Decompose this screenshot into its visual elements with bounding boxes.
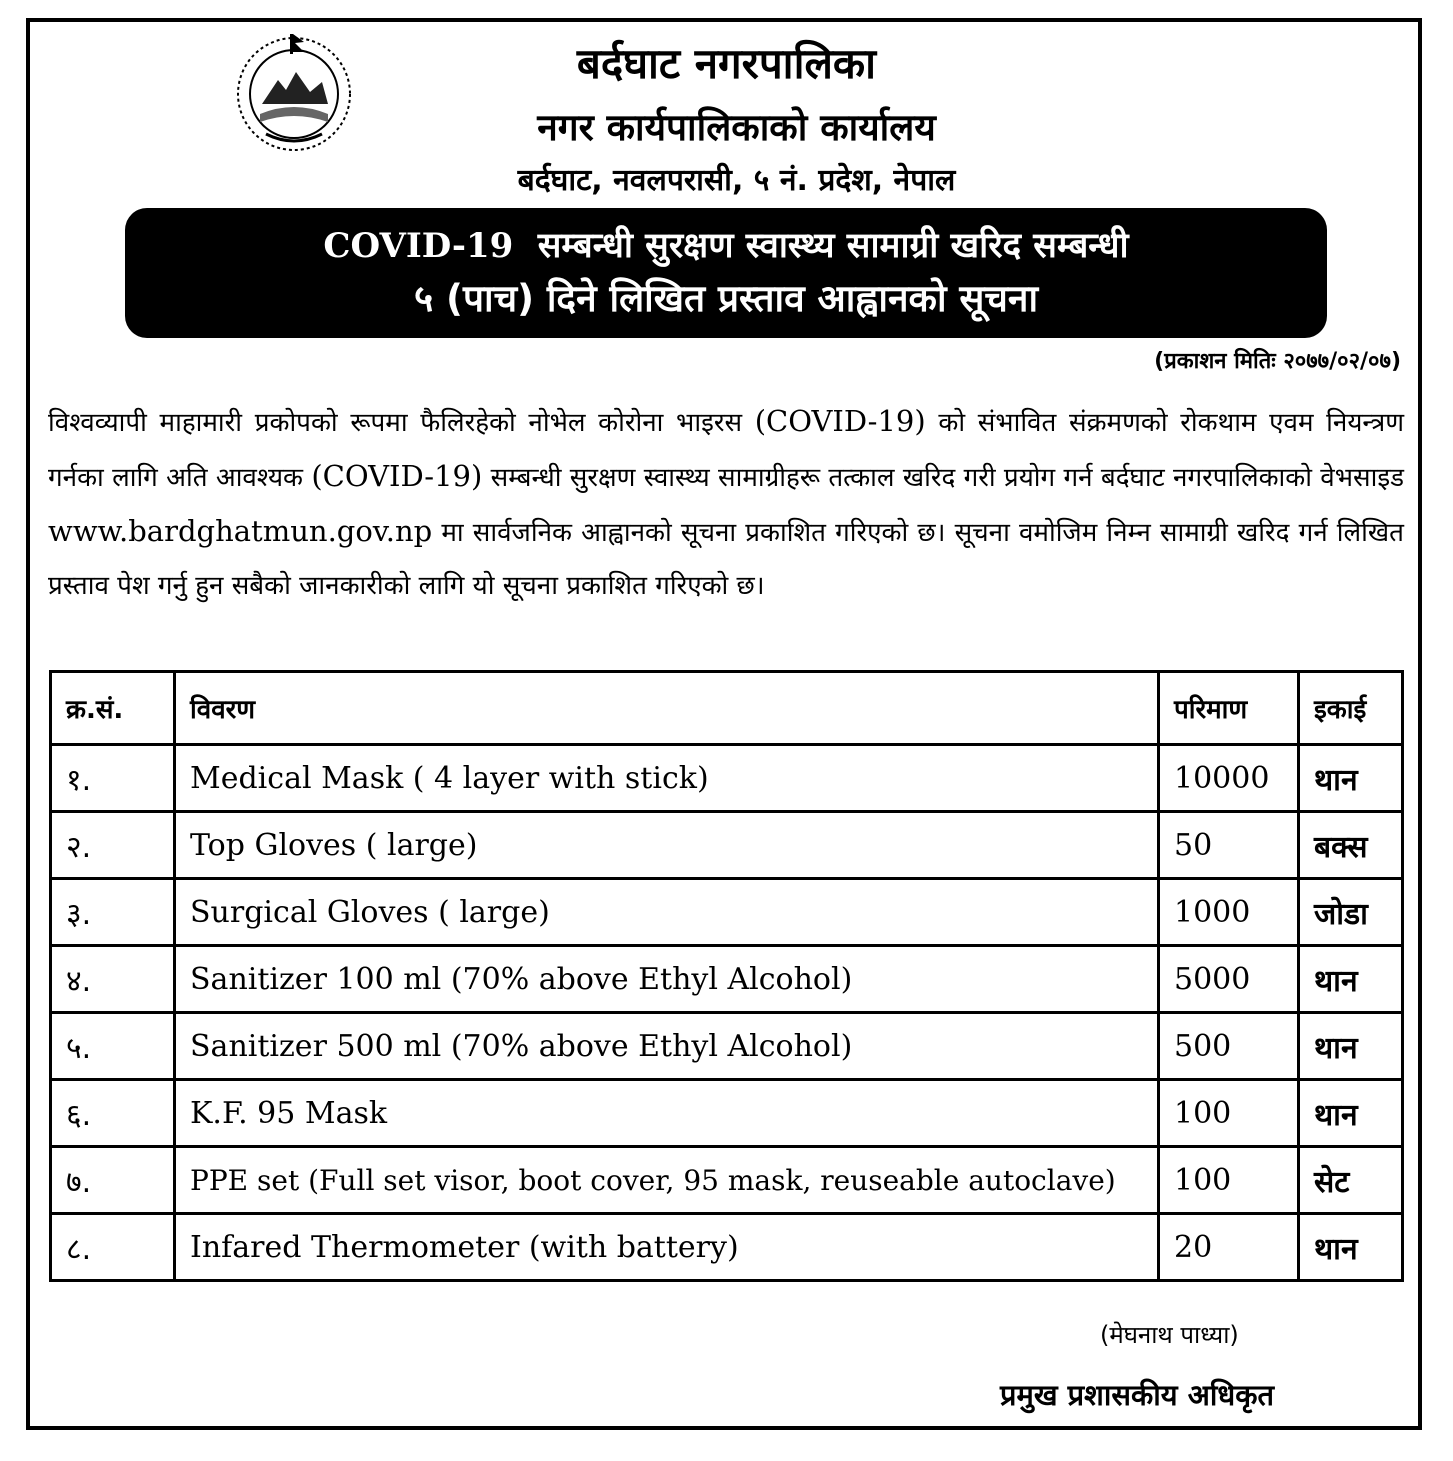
org-name: बर्दघाट नगरपालिका (576, 39, 877, 88)
row-sn: ४. (51, 946, 175, 1013)
notice-covid-1: (COVID-19) (754, 404, 926, 438)
publication-date: (प्रकाशन मितिः २०७७/०२/०७) (1154, 349, 1401, 374)
header-unit: इकाई (1299, 672, 1403, 745)
table-row (51, 812, 1403, 879)
notice-text-3: सम्बन्धी सुरक्षण स्वास्थ्य सामाग्रीहरू तत्काल खरिद गरी प्रयोग गर्न बर्दघाट नगरपालिकाको वेभसाइड (490, 463, 1405, 493)
table-row (51, 1013, 1403, 1080)
header-sn: क्र.सं. (51, 672, 175, 745)
notice-text-1: विश्वव्यापी माहामारी प्रकोपको रूपमा फैलिरहेको नोभेल कोरोना भाइरस (48, 408, 743, 438)
row-sn: ७. (51, 1147, 175, 1214)
notice-text-4: मा सार्वजनिक आह्वानको सूचना प्रकाशित गरिएको छ। सूचना वमोजिम निम्न सामाग्री खरिद गर्न लिखित प्रस्ताव पेश गर्नु हुन सबैको जानकारीको लागि यो सूचना प्रकाशित गरिएको छ। (48, 518, 1404, 601)
table-row (51, 1147, 1403, 1214)
row-description: Infared Thermometer (with battery) (175, 1214, 1159, 1281)
row-sn: ८. (51, 1214, 175, 1281)
notice-body (48, 395, 1404, 613)
table-row (51, 745, 1403, 812)
banner-line-1 (125, 220, 1327, 272)
row-description: Surgical Gloves ( large) (175, 879, 1159, 946)
items-table (49, 670, 1404, 1282)
row-description: Medical Mask ( 4 layer with stick) (175, 745, 1159, 812)
row-quantity: 10000 (1159, 745, 1299, 812)
row-unit: जोडा (1299, 879, 1403, 946)
notice-title-banner (125, 208, 1327, 338)
row-description: PPE set (Full set visor, boot cover, 95 mask, reuseable autoclave) (175, 1147, 1159, 1214)
banner-line-2: ५ (पाच) दिने लिखित प्रस्ताव आह्वानको सूचना (413, 277, 1039, 320)
row-sn: ५. (51, 1013, 175, 1080)
row-sn: ६. (51, 1080, 175, 1147)
signatory-name: (मेघनाथ पाध्या) (1100, 1321, 1239, 1349)
row-sn: २. (51, 812, 175, 879)
row-sn: १. (51, 745, 175, 812)
row-quantity: 20 (1159, 1214, 1299, 1281)
banner-subject: सम्बन्धी सुरक्षण स्वास्थ्य सामाग्री खरिद सम्बन्धी (537, 226, 1129, 266)
row-quantity: 500 (1159, 1013, 1299, 1080)
row-quantity: 1000 (1159, 879, 1299, 946)
table-row (51, 1214, 1403, 1281)
row-unit: थान (1299, 745, 1403, 812)
table-row (51, 946, 1403, 1013)
row-quantity: 50 (1159, 812, 1299, 879)
row-unit: थान (1299, 1214, 1403, 1281)
row-description: K.F. 95 Mask (175, 1080, 1159, 1147)
row-sn: ३. (51, 879, 175, 946)
table-row (51, 879, 1403, 946)
row-unit: थान (1299, 946, 1403, 1013)
header-description: विवरण (175, 672, 1159, 745)
row-unit: बक्स (1299, 812, 1403, 879)
banner-covid-label: COVID-19 (323, 226, 514, 266)
website-link[interactable]: www.bardghatmun.gov.np (48, 514, 433, 548)
row-unit: सेट (1299, 1147, 1403, 1214)
office-address: बर्दघाट, नवलपरासी, ५ नं. प्रदेश, नेपाल (517, 163, 956, 198)
row-description: Sanitizer 500 ml (70% above Ethyl Alcohol) (175, 1013, 1159, 1080)
notice-text-2: को संभावित संक्रमणको रोकथाम एवम नियन्त्रण गर्नका लागि अति आवश्यक (48, 408, 1405, 493)
signatory-title: प्रमुख प्रशासकीय अधिकृत (1000, 1378, 1275, 1412)
row-description: Top Gloves ( large) (175, 812, 1159, 879)
row-unit: थान (1299, 1080, 1403, 1147)
row-unit: थान (1299, 1013, 1403, 1080)
row-quantity: 100 (1159, 1147, 1299, 1214)
office-name: नगर कार्यपालिकाको कार्यालय (537, 106, 936, 149)
header-quantity: परिमाण (1159, 672, 1299, 745)
table-header-row (51, 672, 1403, 745)
row-quantity: 5000 (1159, 946, 1299, 1013)
row-description: Sanitizer 100 ml (70% above Ethyl Alcohol) (175, 946, 1159, 1013)
row-quantity: 100 (1159, 1080, 1299, 1147)
table-row (51, 1080, 1403, 1147)
notice-covid-2: (COVID-19) (311, 459, 483, 493)
